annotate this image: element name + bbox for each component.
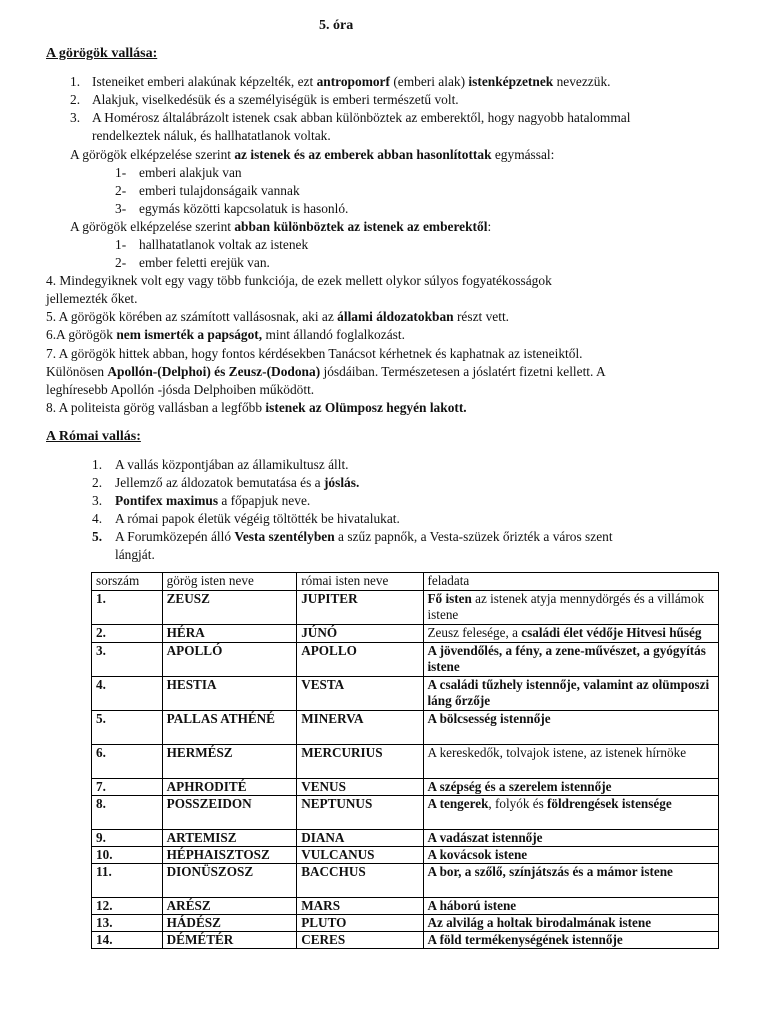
text-run: A görögök elképzelése szerint <box>70 219 235 234</box>
table-row <box>92 591 719 625</box>
cell-greek-name: HÉPHAISZTOSZ <box>162 847 297 864</box>
difference-intro <box>70 218 491 236</box>
text-run: A kereskedők, tolvajok istene, az istenek hírnöke <box>427 745 687 760</box>
bold-text: Apollón-(Delphoi) és Zeusz-(Dodona) <box>107 364 321 379</box>
roman-item-number: 1. <box>92 457 103 472</box>
bold-text: jóslás. <box>323 475 360 490</box>
paragraph-6 <box>46 326 405 344</box>
text-run: egymással: <box>491 147 555 162</box>
cell-number: 14. <box>92 932 163 949</box>
bold-text: A bor, a szőlő, színjátszás és a mámor istene <box>427 864 673 879</box>
bold-text: A háború istene <box>427 898 517 913</box>
text-run: nevezzük. <box>553 74 611 89</box>
cell-greek-name: ARÉSZ <box>162 898 297 915</box>
text-run: a főpapjuk neve. <box>218 493 311 508</box>
cell-roman-name: VESTA <box>297 677 423 711</box>
cell-roman-name: MERCURIUS <box>297 745 423 779</box>
roman-item-number: 3. <box>92 493 103 508</box>
roman-item-number: 5. <box>92 529 103 544</box>
cell-roman-name: NEPTUNUS <box>297 796 423 830</box>
page-title: 5. óra <box>319 18 354 33</box>
difference-item: hallhatatlanok voltak az istenek <box>139 237 309 252</box>
bold-text: Pontifex maximus <box>115 493 219 508</box>
table-row <box>92 932 719 949</box>
bold-text: istenek az Olümposz hegyén lakott. <box>265 400 467 415</box>
cell-task <box>423 643 719 677</box>
cell-roman-name: DIANA <box>297 830 423 847</box>
text-run: 6.A görögök <box>46 327 117 342</box>
bold-text: A kovácsok istene <box>427 847 528 862</box>
paragraph-5 <box>46 308 509 326</box>
cell-task <box>423 745 719 779</box>
similarity-number: 1- <box>115 165 127 180</box>
cell-number: 1. <box>92 591 163 625</box>
bold-text: állami áldozatokban <box>337 309 454 324</box>
bold-text: A szépség és a szerelem istennője <box>427 779 612 794</box>
cell-task <box>423 830 719 847</box>
similarity-item: egymás közötti kapcsolatuk is hasonló. <box>139 201 349 216</box>
bold-text: A tengerek <box>427 796 489 811</box>
greek-item <box>92 109 630 127</box>
bold-text: földrengések istensége <box>547 796 672 811</box>
greek-item <box>92 73 611 91</box>
roman-item <box>115 510 400 528</box>
cell-greek-name: HERMÉSZ <box>162 745 297 779</box>
bold-text: abban különböztek az istenek az emberektől <box>234 219 488 234</box>
cell-greek-name: HÁDÉSZ <box>162 915 297 932</box>
table-row <box>92 830 719 847</box>
cell-number: 6. <box>92 745 163 779</box>
cell-number: 12. <box>92 898 163 915</box>
cell-greek-name: APOLLÓ <box>162 643 297 677</box>
bold-text: az istenek és az emberek abban hasonlítottak <box>234 147 492 162</box>
cell-task <box>423 779 719 796</box>
cell-roman-name: VULCANUS <box>297 847 423 864</box>
difference-item: ember feletti erejük van. <box>139 255 270 270</box>
roman-item-number: 4. <box>92 511 103 526</box>
greek-item-number: 1. <box>70 74 81 89</box>
bold-text: A föld termékenységének istennője <box>427 932 623 947</box>
cell-number: 10. <box>92 847 163 864</box>
bold-text: antropomorf <box>316 74 390 89</box>
cell-roman-name: BACCHUS <box>297 864 423 898</box>
bold-text: Vesta szentélyben <box>234 529 335 544</box>
text-run: Zeusz felesége, a <box>427 625 522 640</box>
cell-task <box>423 796 719 830</box>
cell-roman-name: JUPITER <box>297 591 423 625</box>
table-row <box>92 898 719 915</box>
cell-task <box>423 711 719 745</box>
roman-item <box>115 474 359 492</box>
cell-number: 13. <box>92 915 163 932</box>
bold-text: Az alvilág a holtak birodalmának istene <box>427 915 652 930</box>
bold-text: A bölcsesség istennője <box>427 711 551 726</box>
roman-item <box>115 456 349 474</box>
text-run: mint állandó foglalkozást. <box>262 327 405 342</box>
text-run: 5. A görögök körében az számított vallásosnak, aki az <box>46 309 338 324</box>
text-run: az istenek atyja mennydörgés és a villámok istene <box>427 591 705 622</box>
similarity-intro <box>70 146 554 164</box>
header-cell-roman: római isten neve <box>297 573 423 591</box>
table-row <box>92 864 719 898</box>
cell-roman-name: CERES <box>297 932 423 949</box>
cell-number: 3. <box>92 643 163 677</box>
cell-greek-name: DÉMÉTÉR <box>162 932 297 949</box>
table-header-row <box>92 573 719 591</box>
table-row <box>92 643 719 677</box>
cell-number: 5. <box>92 711 163 745</box>
similarity-number: 3- <box>115 201 127 216</box>
text-run: A vallás központjában az államikultusz állt. <box>115 457 349 472</box>
similarity-item: emberi alakjuk van <box>139 165 242 180</box>
roman-item-continuation: lángját. <box>115 547 155 562</box>
table-row <box>92 847 719 864</box>
text-run: jósdáiban. Természetesen a jóslatért fizetni kellett. A <box>320 364 606 379</box>
paragraph-4: 4. Mindegyiknek volt egy vagy több funkciója, de ezek mellett olykor súlyos fogyatékosságok <box>46 273 552 288</box>
difference-number: 2- <box>115 255 127 270</box>
roman-item <box>115 528 613 546</box>
text-run: Isteneiket emberi alakúnak képzelték, ezt <box>92 74 317 89</box>
roman-item-number: 2. <box>92 475 103 490</box>
text-run: részt vett. <box>453 309 510 324</box>
text-run: , folyók és <box>488 796 548 811</box>
cell-greek-name: APHRODITÉ <box>162 779 297 796</box>
greek-heading: A görögök vallása: <box>46 46 158 61</box>
cell-roman-name: PLUTO <box>297 915 423 932</box>
paragraph-7: 7. A görögök hittek abban, hogy fontos kérdésekben Tanácsot kérhetnek és kaphatnak az isteneiktől. <box>46 346 583 361</box>
bold-text: A vadászat istennője <box>427 830 543 845</box>
table-row <box>92 677 719 711</box>
cell-greek-name: ARTEMISZ <box>162 830 297 847</box>
bold-text: A családi tűzhely istennője, valamint az olümposzi láng őrzője <box>427 677 710 708</box>
greek-item-continuation: rendelkeztek náluk, és hallhatatlanok voltak. <box>92 128 331 143</box>
cell-task <box>423 847 719 864</box>
cell-roman-name: JÚNÓ <box>297 625 423 643</box>
cell-greek-name: ZEUSZ <box>162 591 297 625</box>
greek-item-number: 2. <box>70 92 81 107</box>
table-row <box>92 779 719 796</box>
cell-greek-name: HÉRA <box>162 625 297 643</box>
greek-item-number: 3. <box>70 110 81 125</box>
table-row <box>92 711 719 745</box>
table-row <box>92 745 719 779</box>
cell-greek-name: PALLAS ATHÉNÉ <box>162 711 297 745</box>
table-row <box>92 915 719 932</box>
text-run: A Homérosz általábrázolt istenek csak abban különböztek az emberektől, hogy nagyobb hatalommal <box>92 110 631 125</box>
text-run: 8. A politeista görög vallásban a legfőbb <box>46 400 266 415</box>
roman-item <box>115 492 310 510</box>
roman-heading: A Római vallás: <box>46 429 141 444</box>
cell-number: 8. <box>92 796 163 830</box>
table-row <box>92 796 719 830</box>
paragraph-7-line-2 <box>46 363 606 381</box>
cell-task <box>423 591 719 625</box>
text-run: Jellemző az áldozatok bemutatása és a <box>115 475 324 490</box>
cell-roman-name: MINERVA <box>297 711 423 745</box>
cell-greek-name: HESTIA <box>162 677 297 711</box>
cell-task <box>423 677 719 711</box>
text-run: A Forumközepén álló <box>115 529 235 544</box>
cell-number: 4. <box>92 677 163 711</box>
cell-task <box>423 898 719 915</box>
cell-greek-name: DIONÜSZOSZ <box>162 864 297 898</box>
similarity-item: emberi tulajdonságaik vannak <box>139 183 300 198</box>
gods-table <box>91 572 719 949</box>
text-run: A görögök elképzelése szerint <box>70 147 235 162</box>
text-run: a szűz papnők, a Vesta-szüzek őrizték a város szent <box>334 529 613 544</box>
header-cell-greek: görög isten neve <box>162 573 297 591</box>
greek-item <box>92 91 459 109</box>
bold-text: istenképzetnek <box>468 74 554 89</box>
cell-task <box>423 864 719 898</box>
text-run: (emberi alak) <box>389 74 469 89</box>
paragraph-4-continuation: jellemezték őket. <box>46 291 138 306</box>
paragraph-7-line-3: leghíresebb Apollón -jósda Delphoiben működött. <box>46 382 315 397</box>
bold-text: A jövendőlés, a fény, a zene-művészet, a gyógyítás istene <box>427 643 706 674</box>
header-cell-task: feladata <box>423 573 719 591</box>
text-run: A római papok életük végéig töltötték be hivatalukat. <box>115 511 400 526</box>
cell-roman-name: MARS <box>297 898 423 915</box>
text-run: : <box>487 219 492 234</box>
cell-roman-name: APOLLO <box>297 643 423 677</box>
difference-number: 1- <box>115 237 127 252</box>
bold-text: nem ismerték a papságot, <box>116 327 263 342</box>
cell-task <box>423 625 719 643</box>
cell-roman-name: VENUS <box>297 779 423 796</box>
text-run: Alakjuk, viselkedésük és a személyiségük is emberi természetű volt. <box>92 92 459 107</box>
cell-greek-name: POSSZEIDON <box>162 796 297 830</box>
cell-number: 2. <box>92 625 163 643</box>
cell-number: 11. <box>92 864 163 898</box>
table-row <box>92 625 719 643</box>
bold-text: Fő isten <box>427 591 472 606</box>
text-run: Különösen <box>46 364 108 379</box>
cell-number: 9. <box>92 830 163 847</box>
cell-task <box>423 932 719 949</box>
paragraph-8 <box>46 399 467 417</box>
header-cell-number: sorszám <box>92 573 163 591</box>
bold-text: családi élet védője Hitvesi hűség <box>521 625 702 640</box>
cell-number: 7. <box>92 779 163 796</box>
similarity-number: 2- <box>115 183 127 198</box>
cell-task <box>423 915 719 932</box>
